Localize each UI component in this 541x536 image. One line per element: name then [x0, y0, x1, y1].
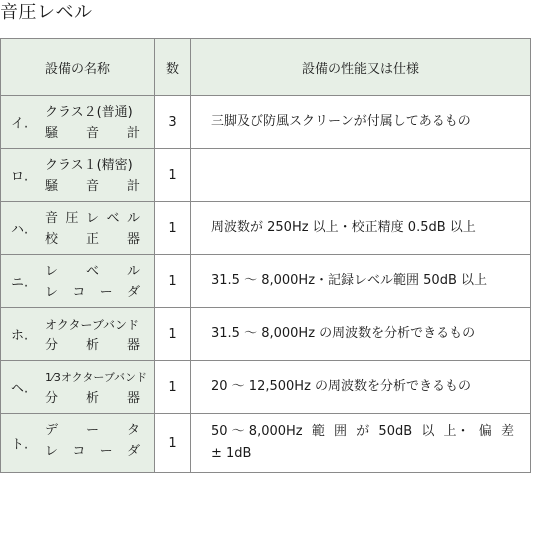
name-line2: 校 正 器 [45, 232, 140, 247]
count-cell: 1 [155, 255, 191, 308]
spec-cell: 20 ～ 12,500Hz の周波数を分析できるもの [191, 361, 531, 414]
equipment-name-cell [1, 308, 155, 361]
spec-cell: 三脚及び防風スクリーンが付属してあるもの [191, 96, 531, 149]
table-row [1, 361, 531, 414]
name-line2: 騒 音 計 [45, 126, 140, 141]
count-cell: 1 [155, 202, 191, 255]
spec-text [211, 421, 530, 465]
header-count: 数 [155, 39, 191, 96]
page-title: 音圧レベル [0, 2, 93, 23]
name-line1: クラス２(普通) [45, 105, 133, 120]
row-mark: ロ. [11, 169, 29, 185]
name-line1: オクターブバンド [45, 318, 139, 332]
spec-cell: 周波数が 250Hz 以上・校正精度 0.5dB 以上 [191, 202, 531, 255]
table-row [1, 414, 531, 473]
name-line2: 騒 音 計 [45, 179, 140, 194]
table-row [1, 255, 531, 308]
table-row [1, 202, 531, 255]
count-cell: 1 [155, 414, 191, 473]
name-line2: 分 析 器 [45, 338, 140, 353]
fraction-one-third: 1⁄3 [45, 371, 61, 384]
table-row [1, 149, 531, 202]
equipment-name-cell [1, 361, 155, 414]
count-cell: 1 [155, 361, 191, 414]
count-cell: 1 [155, 149, 191, 202]
row-mark: ニ. [11, 275, 29, 291]
name-line1: レ ベ ル [45, 264, 140, 279]
equipment-name-cell [1, 202, 155, 255]
table-row [1, 96, 531, 149]
count-cell: 3 [155, 96, 191, 149]
row-mark: イ. [11, 116, 29, 132]
row-mark: ヘ. [11, 381, 29, 397]
table-row [1, 308, 531, 361]
spec-cell: 31.5 ～ 8,000Hz・記録レベル範囲 50dB 以上 [191, 255, 531, 308]
spec-cell [191, 149, 531, 202]
spec-line2: ± 1dB [211, 446, 252, 461]
name-line2: レ コ ー ダ [45, 285, 140, 300]
row-mark: ト. [11, 437, 29, 453]
name-line2: レ コ ー ダ [45, 444, 140, 459]
equipment-name-cell [1, 255, 155, 308]
count-cell: 1 [155, 308, 191, 361]
name-line1: クラス１(精密) [45, 158, 133, 173]
name-line2: 分 析 器 [45, 391, 140, 406]
name-line1: 1⁄3オクターブバンド [45, 371, 147, 384]
header-spec: 設備の性能又は仕様 [191, 39, 531, 96]
name-line1: デ ー タ [45, 423, 140, 438]
spec-cell: 31.5 ～ 8,000Hz の周波数を分析できるもの [191, 308, 531, 361]
spec-line1: 50 ～ 8,000Hz 範 囲 が 50dB 以 上・ 偏 差 [211, 424, 514, 439]
equipment-name-cell [1, 149, 155, 202]
header-name: 設備の名称 [1, 39, 155, 96]
equipment-table [0, 38, 531, 473]
equipment-name-cell [1, 414, 155, 473]
equipment-name-cell [1, 96, 155, 149]
row-mark: ハ. [11, 222, 29, 238]
name-line1: 音 圧 レ ベ ル [45, 211, 140, 226]
header-row [1, 39, 531, 96]
spec-cell [191, 414, 531, 473]
row-mark: ホ. [11, 328, 29, 344]
